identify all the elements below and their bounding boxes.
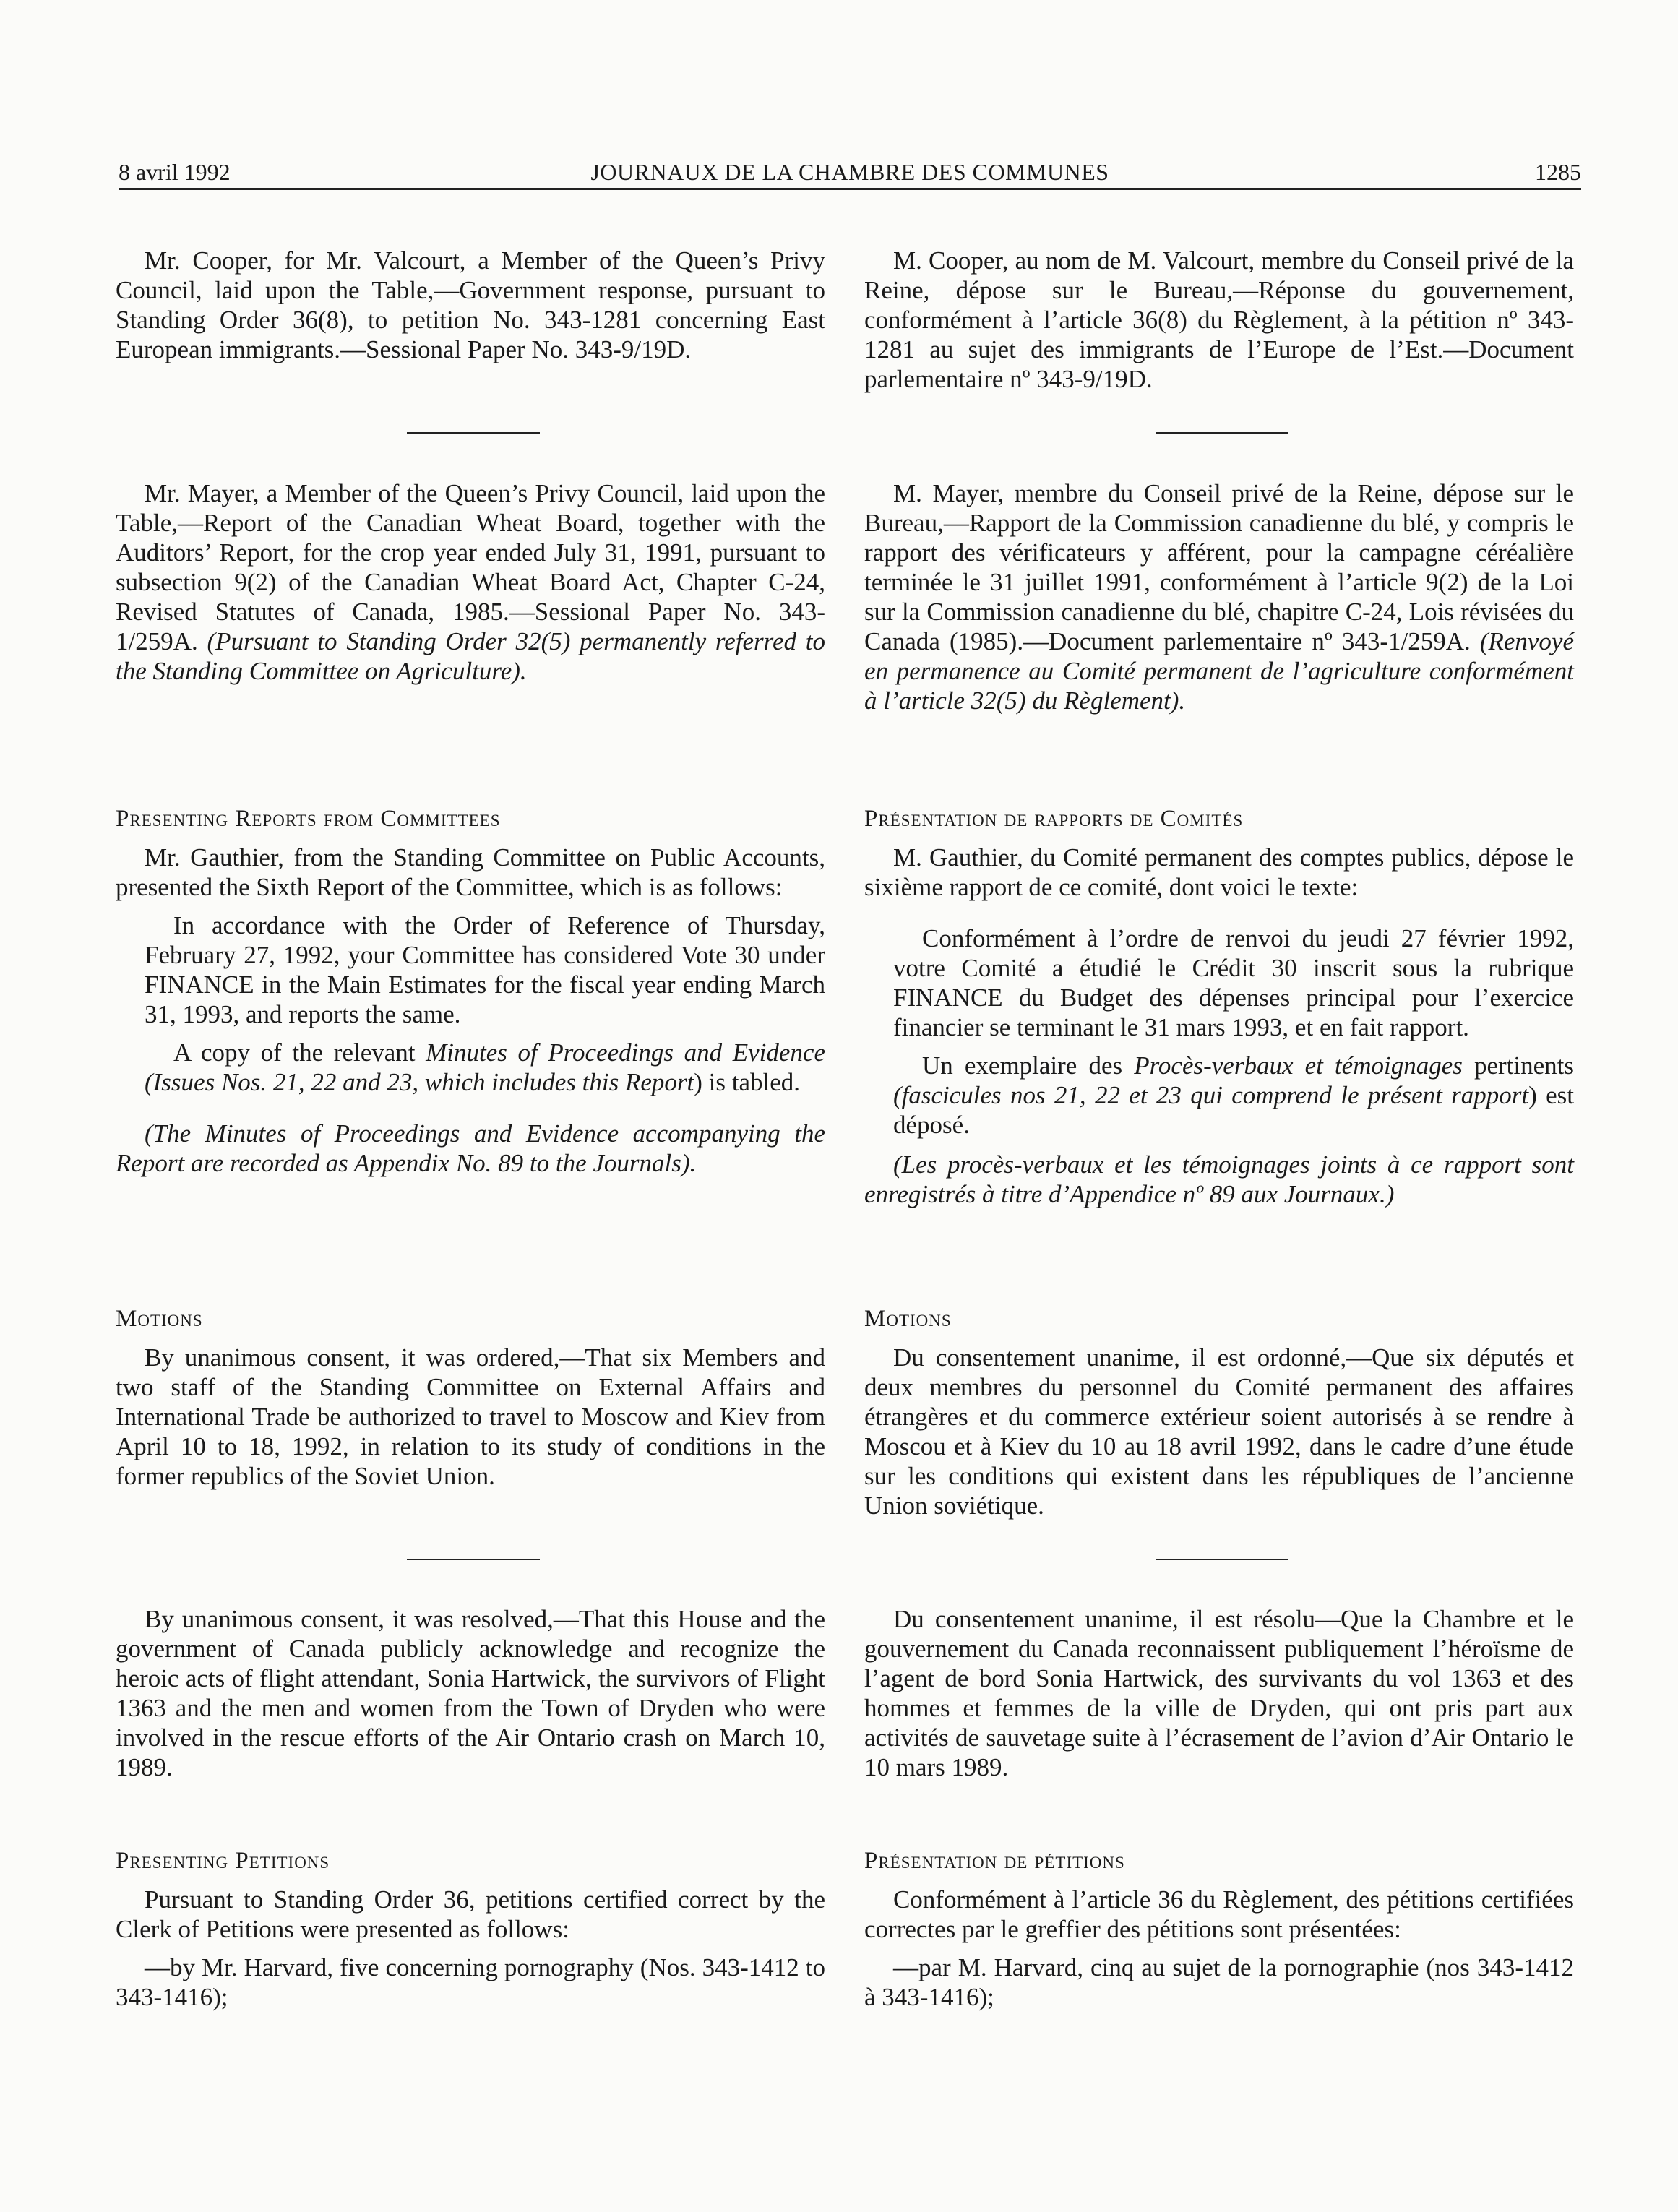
separator-rule [1156, 1559, 1288, 1560]
heading-motions: Motions [116, 1306, 203, 1332]
separator-rule [407, 1559, 540, 1560]
paragraph-travel-motion-fr: Du consentement unanime, il est ordonné,—Que six députés et deux membres du personnel du Comité permanent des affaires étrangères et du commerce extérieur soient autorisés à se rendre à Moscou et à Kiev du 10 au 18 avril 1992, dans le cadre d’une étude sur les conditions qui existent dans les républiques de l’ancienne Union soviétique. [864, 1343, 1574, 1520]
paragraph-mayer-note: (Pursuant to Standing Order 32(5) permanently referred to the Standing Committee on Agriculture). [116, 627, 825, 685]
heading-motions-fr: Motions [864, 1306, 952, 1332]
separator-rule [407, 432, 540, 434]
petition-harvard: —by Mr. Harvard, five concerning pornography (Nos. 343-1412 to 343-1416); [116, 1953, 825, 2011]
report-text-fr: Conformément à l’ordre de renvoi du jeudi 27 février 1992, votre Comité a étudié le Crédit 30 inscrit sous la rubrique FINANCE du Budget des dépenses principal pour l’exercice financier se terminant le 31 mars 1993, et en fait rapport. [893, 924, 1574, 1041]
paragraph-dryden-motion: By unanimous consent, it was resolved,—That this House and the government of Canada publicly acknowledge and recognize the heroic acts of flight attendant, Sonia Hartwick, the survivors of Flight 1363 and the men and women from the Town of Dryden who were involved in the rescue efforts of the Air Ontario crash on March 10, 1989. [116, 1605, 825, 1781]
paragraph-petitions: Pursuant to Standing Order 36, petitions certified correct by the Clerk of Petitions were presented as follows: [116, 1885, 825, 1943]
heading-presenting-reports: Presenting Reports from Committees [116, 806, 501, 832]
paragraph-gauthier-fr: M. Gauthier, du Comité permanent des comptes publics, dépose le sixième rapport de ce comité, dont voici le texte: [864, 843, 1574, 901]
appendix-note [116, 1119, 825, 1178]
paragraph-travel-motion: By unanimous consent, it was ordered,—That six Members and two staff of the Standing Committee on External Affairs and International Trade be authorized to travel to Moscow and Kiev from April 10 to 18, 1992, in relation to its study of conditions in the former republics of the Soviet Union. [116, 1343, 825, 1490]
report-copy-fr-text: Un exemplaire des [922, 1051, 1135, 1080]
running-header [119, 156, 1581, 190]
appendix-note-fr [864, 1150, 1574, 1209]
paragraph-mayer-fr-note: (Renvoyé en permanence au Comité permanent de l’agriculture conformément à l’article 32(5) du Règlement). [864, 627, 1574, 715]
report-quote [116, 911, 825, 1097]
report-copy-fr [893, 1051, 1574, 1140]
report-copy-fr-italic: Procès-verbaux et témoignages [1134, 1051, 1463, 1080]
report-text: In accordance with the Order of Reference of Thursday, February 27, 1992, your Committee has considered Vote 30 under FINANCE in the Main Estimates for the fiscal year ending March 31, 1993, and reports the same. [145, 911, 825, 1028]
paragraph-mayer [116, 478, 825, 686]
heading-presenting-petitions: Presenting Petitions [116, 1848, 330, 1874]
appendix-note-text: (The Minutes of Proceedings and Evidence accompanying the Report are recorded as Appendix No. 89 to the Journals). [116, 1119, 825, 1177]
report-copy-fr-end: ) est déposé. [893, 1081, 1574, 1139]
heading-presenting-petitions-fr: Présentation de pétitions [864, 1848, 1125, 1874]
petition-harvard-fr: —par M. Harvard, cinq au sujet de la pornographie (nos 343-1412 à 343-1416); [864, 1953, 1574, 2011]
report-copy [145, 1038, 825, 1097]
paragraph-cooper-fr: M. Cooper, au nom de M. Valcourt, membre du Conseil privé de la Reine, dépose sur le Bureau,—Réponse du gouvernement, conformément à l’article 36(8) du Règlement, à la pétition nº 343-1281 au sujet des immigrants de l’Europe de l’Est.—Document parlementaire nº 343-9/19D. [864, 246, 1574, 393]
heading-presenting-reports-fr: Présentation de rapports de Comités [864, 806, 1244, 832]
paragraph-petitions-fr: Conformément à l’article 36 du Règlement, des pétitions certifiées correctes par le greffier des pétitions sont présentées: [864, 1885, 1574, 1943]
header-title: JOURNAUX DE LA CHAMBRE DES COMMUNES [590, 159, 1109, 185]
report-copy-fr-mid: pertinents [1462, 1051, 1574, 1080]
paragraph-mayer-text: Mr. Mayer, a Member of the Queen’s Privy Council, laid upon the Table,—Report of the Canadian Wheat Board, together with the Auditors’ Report, for the crop year ended July 31, 1991, pursuant to subsection 9(2) of the Canadian Wheat Board Act, Chapter C-24, Revised Statutes of Canada, 1985.—Sessional Paper No. 343-1/259A. [116, 479, 825, 655]
appendix-note-fr-text: (Les procès-verbaux et les témoignages joints à ce rapport sont enregistrés à titre d’Appendice nº 89 aux Journaux.) [864, 1150, 1574, 1208]
paragraph-mayer-fr-text: M. Mayer, membre du Conseil privé de la Reine, dépose sur le Bureau,—Rapport de la Commission canadienne du blé, y compris le rapport des vérificateurs y afférent, pour la campagne céréalière terminée le 31 juillet 1991, conformément à l’article 9(2) de la Loi sur la Commission canadienne du blé, chapitre C-24, Lois révisées du Canada (1985).—Document parlementaire nº 343-1/259A. [864, 479, 1574, 655]
separator-rule [1156, 432, 1288, 434]
paragraph-mayer-fr [864, 478, 1574, 715]
paragraph-cooper: Mr. Cooper, for Mr. Valcourt, a Member of the Queen’s Privy Council, laid upon the Table,—Government response, pursuant to Standing Order 36(8), to petition No. 343-1281 concerning East European immigrants.—Sessional Paper No. 343-9/19D. [116, 246, 825, 363]
report-copy-fr-italic2: (fascicules nos 21, 22 et 23 qui comprend le présent rapport [893, 1081, 1529, 1109]
header-date: 8 avril 1992 [119, 159, 231, 185]
report-copy-end: ) is tabled. [694, 1068, 801, 1096]
page-number: 1285 [1535, 159, 1581, 185]
paragraph-gauthier: Mr. Gauthier, from the Standing Committee on Public Accounts, presented the Sixth Report of the Committee, which is as follows: [116, 843, 825, 901]
report-copy-italic: Minutes of Proceedings and Evidence (Issues Nos. 21, 22 and 23, which includes this Report [145, 1038, 825, 1096]
paragraph-dryden-motion-fr: Du consentement unanime, il est résolu—Que la Chambre et le gouvernement du Canada reconnaissent publiquement l’héroïsme de l’agent de bord Sonia Hartwick, des survivants du vol 1363 et des hommes et femmes de la ville de Dryden, qui ont pris part aux activités de sauvetage suite à l’écrasement de l’avion d’Air Ontario le 10 mars 1989. [864, 1605, 1574, 1781]
report-quote-fr [864, 924, 1574, 1140]
report-copy-text: A copy of the relevant [173, 1038, 426, 1067]
